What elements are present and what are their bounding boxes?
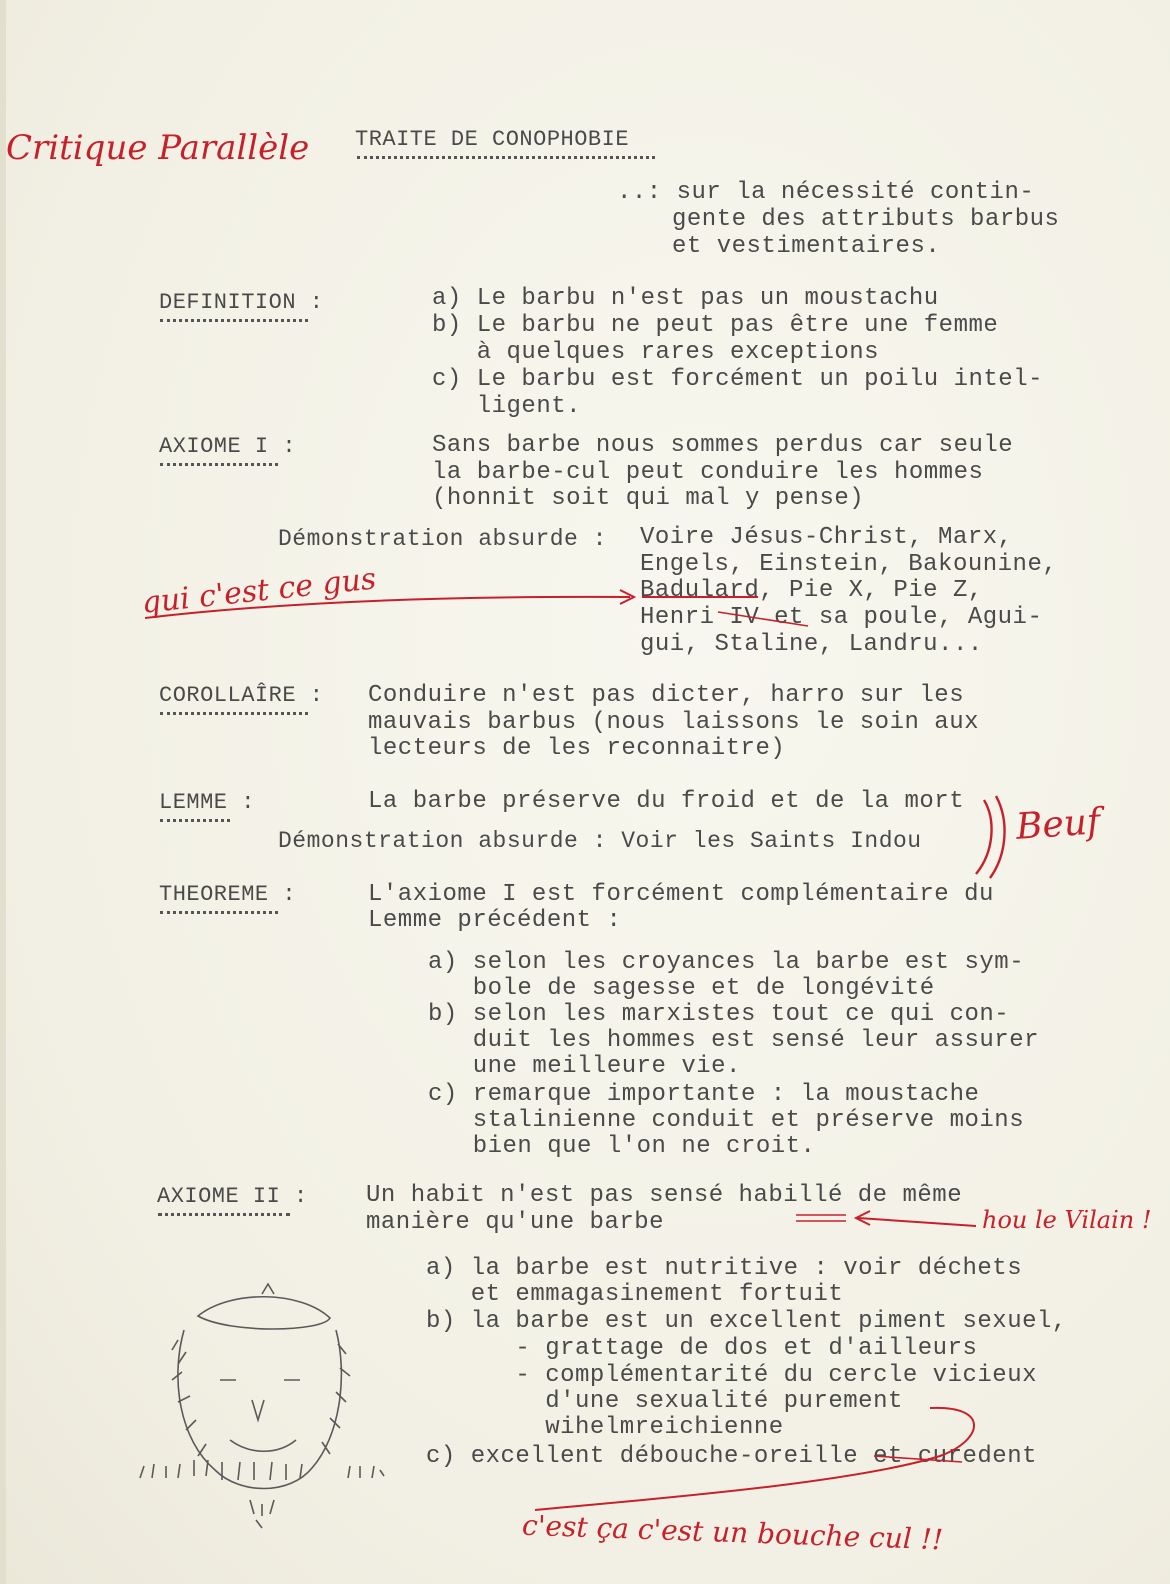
axiome2-underline <box>158 1213 290 1216</box>
theoreme-underline <box>160 911 278 914</box>
definition-line: a) Le barbu n'est pas un moustachu <box>432 285 939 312</box>
definition-line: c) Le barbu est forcément un poilu intel- <box>432 366 1043 393</box>
subtitle-line-2: gente des attributs barbus <box>672 206 1060 233</box>
subtitle-line-3: et vestimentaires. <box>672 233 941 260</box>
axiome1-heading: AXIOME I : <box>159 434 297 459</box>
annotation-bouche-cul: c'est ça c'est un bouche cul !! <box>521 1508 944 1557</box>
axiome2-item: wihelmreichienne <box>426 1414 784 1441</box>
axiome2-item: - complémentarité du cercle vicieux <box>426 1362 1037 1389</box>
axiome1-demo-line: Voire Jésus-Christ, Marx, <box>640 524 1013 551</box>
corollaire-underline <box>160 712 308 715</box>
theoreme-item: bole de sagesse et de longévité <box>428 975 935 1002</box>
annotation-hou-le-vilain: hou le Vilain ! <box>982 1206 1152 1234</box>
corollaire-heading: COROLLAÎRE : <box>159 683 324 708</box>
axiome1-demo-line: Engels, Einstein, Bakounine, <box>640 551 1058 578</box>
title-underline <box>357 156 655 159</box>
theoreme-line: L'axiome I est forcément complémentaire du <box>368 881 994 908</box>
annotation-beuf: Beuf <box>1014 801 1102 848</box>
definition-line: à quelques rares exceptions <box>432 339 880 366</box>
annotation-critique-parallele: Critique Parallèle <box>6 128 310 168</box>
corollaire-line: mauvais barbus (nous laissons le soin aux <box>368 709 979 736</box>
axiome2-line: Un habit n'est pas sensé habillé de même <box>366 1182 963 1209</box>
theoreme-heading: THEOREME : <box>159 882 297 907</box>
document-title: TRAITE DE CONOPHOBIE <box>355 127 630 152</box>
axiome2-item: - grattage de dos et d'ailleurs <box>426 1335 978 1362</box>
axiome1-underline <box>160 463 278 466</box>
lemme-demo: Démonstration absurde : Voir les Saints Indou <box>278 828 922 854</box>
definition-line: ligent. <box>432 393 582 420</box>
theoreme-item: bien que l'on ne croit. <box>428 1133 816 1160</box>
theoreme-item: stalinienne conduit et préserve moins <box>428 1107 1025 1134</box>
subtitle-line-1: ..: sur la nécessité contin- <box>617 179 1035 206</box>
lemme-heading: LEMME : <box>159 790 255 815</box>
axiome2-item: b) la barbe est un excellent piment sexuel, <box>426 1308 1067 1335</box>
axiome2-item: c) excellent débouche-oreille et curedent <box>426 1443 1037 1470</box>
lemme-line: La barbe préserve du froid et de la mort <box>368 788 965 815</box>
lemme-underline <box>160 819 230 822</box>
axiome2-item: a) la barbe est nutritive : voir déchets <box>426 1255 1023 1282</box>
axiome1-demo-line: Badulard, Pie X, Pie Z, <box>640 577 983 604</box>
theoreme-item: une meilleure vie. <box>428 1053 741 1080</box>
axiome1-demo-line: Henri IV et sa poule, Agui- <box>640 604 1043 631</box>
annotation-qui-cest-ce-gus: qui c'est ce gus <box>140 561 378 621</box>
axiome2-heading: AXIOME II : <box>157 1184 308 1209</box>
corollaire-line: Conduire n'est pas dicter, harro sur les <box>368 682 965 709</box>
axiome2-line: manière qu'une barbe <box>366 1209 665 1236</box>
definition-underline <box>160 319 308 322</box>
theoreme-line: Lemme précédent : <box>368 907 622 934</box>
theoreme-item: c) remarque importante : la moustache <box>428 1081 980 1108</box>
corollaire-line: lecteurs de les reconnaitre) <box>368 735 786 762</box>
axiome1-demo-label: Démonstration absurde : <box>278 526 607 552</box>
axiome1-line: (honnit soit qui mal y pense) <box>432 485 865 512</box>
axiome2-item: et emmagasinement fortuit <box>426 1281 844 1308</box>
axiome1-demo-line: gui, Staline, Landru... <box>640 631 983 658</box>
definition-heading: DEFINITION : <box>159 290 324 315</box>
paper-edge <box>0 0 6 1584</box>
theoreme-item: a) selon les croyances la barbe est sym- <box>428 949 1025 976</box>
axiome1-line: Sans barbe nous sommes perdus car seule <box>432 432 1014 459</box>
theoreme-item: b) selon les marxistes tout ce qui con- <box>428 1001 1010 1028</box>
theoreme-item: duit les hommes est sensé leur assurer <box>428 1027 1039 1054</box>
definition-line: b) Le barbu ne peut pas être une femme <box>432 312 999 339</box>
axiome1-line: la barbe-cul peut conduire les hommes <box>432 459 984 486</box>
axiome2-item: d'une sexualité purement <box>426 1388 903 1415</box>
